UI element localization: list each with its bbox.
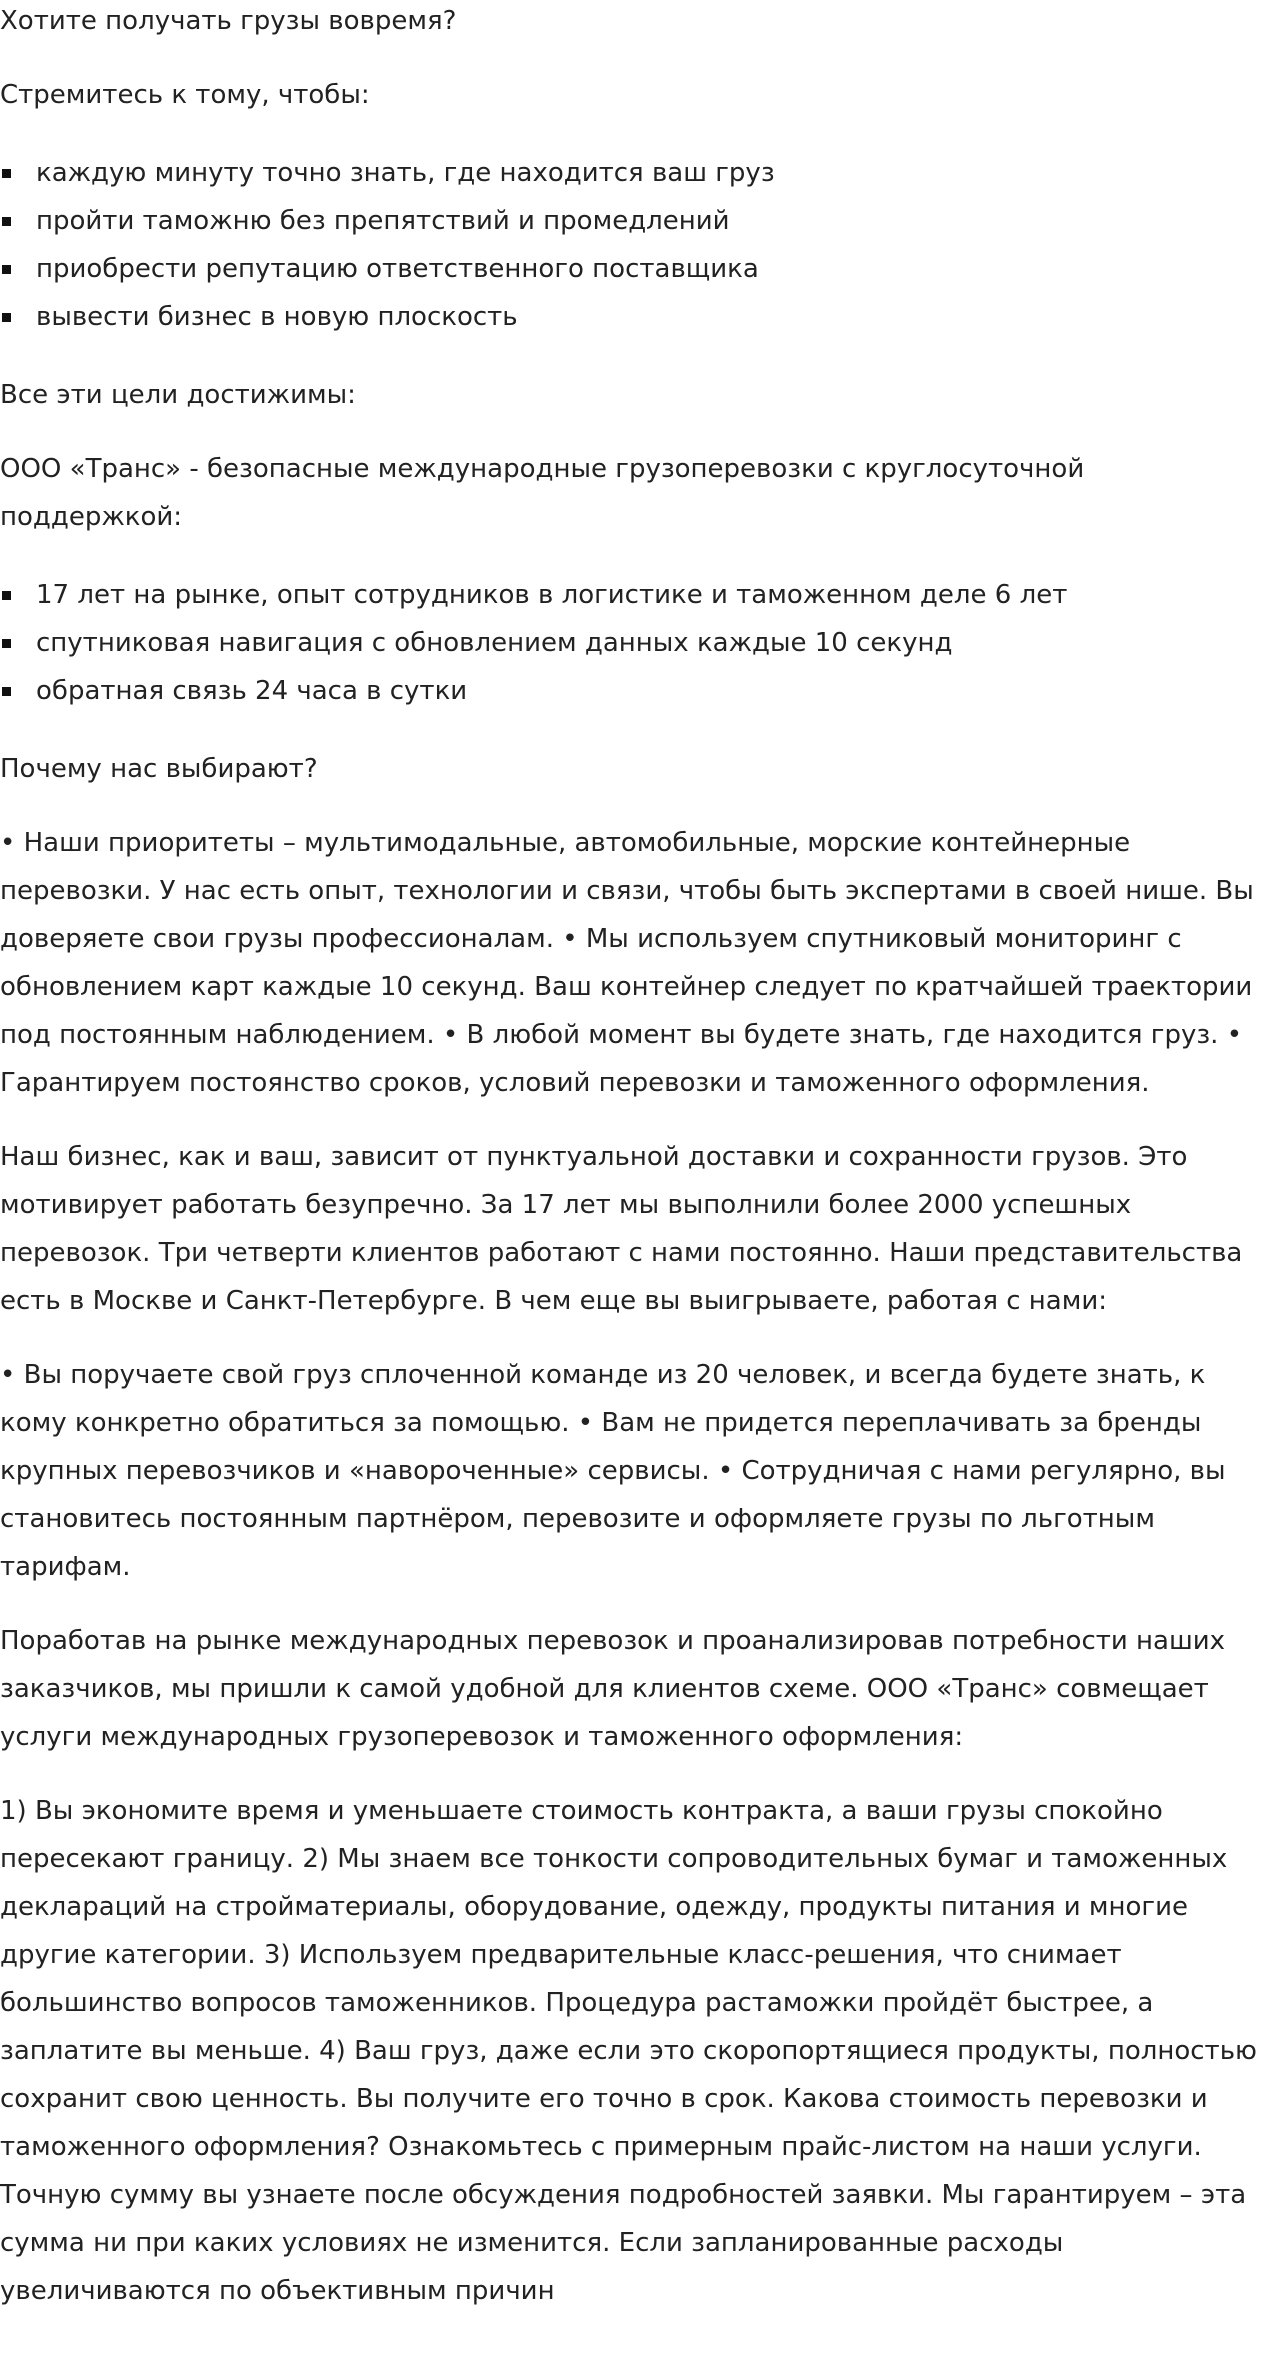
list-item bbox=[0, 293, 1268, 341]
features-list bbox=[0, 571, 1268, 715]
list-item-text: пройти таможню без препятствий и промедлений bbox=[36, 206, 730, 236]
headline-question: Хотите получать грузы вовремя? bbox=[0, 6, 457, 36]
list-item bbox=[0, 149, 1268, 197]
list-item bbox=[0, 245, 1268, 293]
list-item-text: каждую минуту точно знать, где находится ваш груз bbox=[36, 158, 775, 188]
square-bullet-icon bbox=[2, 169, 11, 178]
square-bullet-icon bbox=[2, 591, 11, 600]
achievable-text: Все эти цели достижимы: bbox=[0, 380, 356, 410]
why-title: Почему нас выбирают? bbox=[0, 754, 318, 784]
paragraph-scheme: Поработав на рынке международных перевозок и проанализировав потребности наших заказчиков, мы пришли к самой удобной для клиентов схеме. ООО «Транс» совмещает услуги международных грузоперевозок и таможенного оформления: bbox=[0, 1626, 1226, 1752]
square-bullet-icon bbox=[2, 313, 11, 322]
paragraph-team: • Вы поручаете свой груз сплоченной команде из 20 человек, и всегда будете знать, к кому конкретно обратиться за помощью. • Вам не придется переплачивать за бренды крупных перевозчиков и «навороченные» сервисы. • Сотрудничая с нами регулярно, вы становитесь постоянным партнёром, перевозите и оформляете грузы по льготным тарифам. bbox=[0, 1360, 1226, 1582]
paragraph-benefits: 1) Вы экономите время и уменьшаете стоимость контракта, а ваши грузы спокойно пересекают границу. 2) Мы знаем все тонкости сопроводительных бумаг и таможенных деклараций на стройматериалы, оборудование, одежду, продукты питания и многие другие категории. 3) Используем предварительные класс-решения, что снимает большинство вопросов таможенников. Процедура растаможки пройдёт быстрее, а заплатите вы меньше. 4) Ваш груз, даже если это скоропортящиеся продукты, полностью сохранит свою ценность. Вы получите его точно в срок. Какова стоимость перевозки и таможенного оформления? Ознакомьтесь с примерным прайс-листом на наши услуги. Точную сумму вы узнаете после обсуждения подробностей заявки. Мы гарантируем – эта сумма ни при каких условиях не изменится. Если запланированные расходы увеличиваются по объективным причин bbox=[0, 1796, 1257, 2306]
goals-list bbox=[0, 149, 1268, 341]
list-item-text: спутниковая навигация с обновлением данных каждые 10 секунд bbox=[36, 628, 953, 658]
paragraph-business: Наш бизнес, как и ваш, зависит от пунктуальной доставки и сохранности грузов. Это мотивирует работать безупречно. За 17 лет мы выполнили более 2000 успешных перевозок. Три четверти клиентов работают с нами постоянно. Наши представительства есть в Москве и Санкт-Петербурге. В чем еще вы выигрываете, работая с нами: bbox=[0, 1142, 1243, 1316]
list-item-text: обратная связь 24 часа в сутки bbox=[36, 676, 468, 706]
list-item bbox=[0, 667, 1268, 715]
company-intro: ООО «Транс» - безопасные международные грузоперевозки с круглосуточной поддержкой: bbox=[0, 454, 1085, 532]
square-bullet-icon bbox=[2, 265, 11, 274]
square-bullet-icon bbox=[2, 639, 11, 648]
list-item bbox=[0, 571, 1268, 619]
strive-intro: Стремитесь к тому, чтобы: bbox=[0, 80, 370, 110]
square-bullet-icon bbox=[2, 687, 11, 696]
square-bullet-icon bbox=[2, 217, 11, 226]
paragraph-priorities: • Наши приоритеты – мультимодальные, автомобильные, морские контейнерные перевозки. У нас есть опыт, технологии и связи, чтобы быть экспертами в своей нише. Вы доверяете свои грузы профессионалам. • Мы используем спутниковый мониторинг с обновлением карт каждые 10 секунд. Ваш контейнер следует по кратчайшей траектории под постоянным наблюдением. • В любой момент вы будете знать, где находится груз. • Гарантируем постоянство сроков, условий перевозки и таможенного оформления. bbox=[0, 828, 1254, 1098]
list-item-text: приобрести репутацию ответственного поставщика bbox=[36, 254, 759, 284]
list-item-text: вывести бизнес в новую плоскость bbox=[36, 302, 518, 332]
list-item-text: 17 лет на рынке, опыт сотрудников в логистике и таможенном деле 6 лет bbox=[36, 580, 1068, 610]
list-item bbox=[0, 197, 1268, 245]
list-item bbox=[0, 619, 1268, 667]
